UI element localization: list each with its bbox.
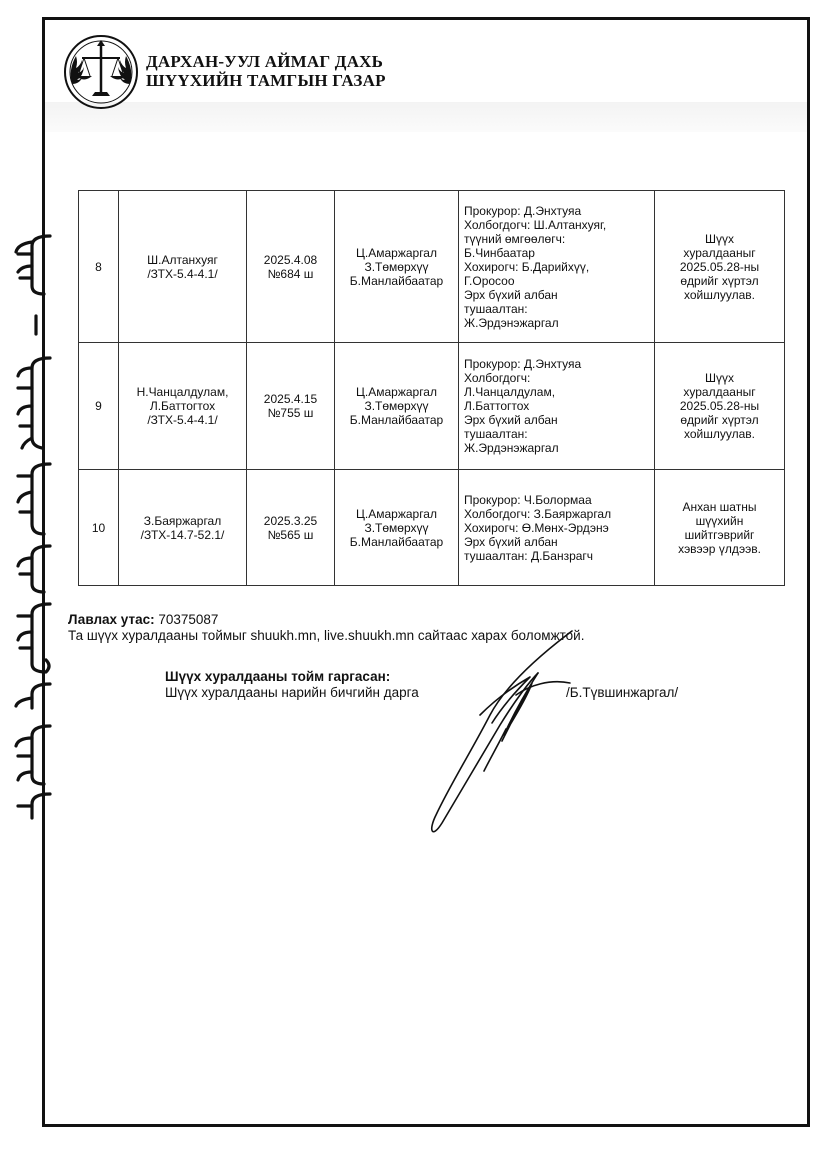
scan-shade-band: [45, 102, 807, 132]
judges-cell: Ц.Амаржаргал З.Төмөрхүү Б.Манлайбаатар: [335, 191, 459, 343]
case-number: 10: [79, 470, 119, 586]
org-name-line-2: ШҮҮХИЙН ТАМГЫН ГАЗАР: [146, 71, 386, 90]
received-date-cell: 2025.4.15 №755 ш: [247, 343, 335, 470]
participants-cell: Прокурор: Д.Энхтуяа Холбогдогч: Л.Чанцалдулам, Л.Баттогтох Эрх бүхий албан тушаалтан: Ж.Эрдэнэжаргал: [459, 343, 655, 470]
mongolian-script-vertical-text: [6, 228, 64, 823]
received-date-cell: 2025.3.25 №565 ш: [247, 470, 335, 586]
defendant-cell: З.Баяржаргал /ЗТХ-14.7-52.1/: [119, 470, 247, 586]
result-cell: Анхан шатны шүүхийн шийтгэврийг хэвээр үлдээв.: [655, 470, 785, 586]
phone-label: Лавлах утас:: [68, 612, 155, 627]
table-row: [79, 470, 785, 586]
website-note: Та шүүх хуралдааны тоймыг shuukh.mn, live.shuukh.mn сайтаас харах боломжтой.: [68, 628, 585, 643]
org-name-line-1: ДАРХАН-УУЛ АЙМАГ ДАХЬ: [146, 52, 384, 71]
handwritten-signature: [420, 625, 580, 840]
court-case-table: [78, 190, 785, 586]
result-cell: Шүүх хуралдааныг 2025.05.28-ны өдрийг хүртэл хойшлуулав.: [655, 343, 785, 470]
case-number: 8: [79, 191, 119, 343]
table-row: [79, 191, 785, 343]
compiler-title: Шүүх хуралдааны тойм гаргасан:: [165, 669, 391, 684]
organization-name: [146, 52, 386, 90]
defendant-cell: Ш.Алтанхуяг /ЗТХ-5.4-4.1/: [119, 191, 247, 343]
result-cell: Шүүх хуралдааныг 2025.05.28-ны өдрийг хүртэл хойшлуулав.: [655, 191, 785, 343]
defendant-cell: Н.Чанцалдулам, Л.Баттогтох /ЗТХ-5.4-4.1/: [119, 343, 247, 470]
judges-cell: Ц.Амаржаргал З.Төмөрхүү Б.Манлайбаатар: [335, 470, 459, 586]
judges-cell: Ц.Амаржаргал З.Төмөрхүү Б.Манлайбаатар: [335, 343, 459, 470]
received-date-cell: 2025.4.08 №684 ш: [247, 191, 335, 343]
compiler-block: [165, 669, 419, 701]
compiler-position: Шүүх хуралдааны нарийн бичгийн дарга: [165, 685, 419, 700]
participants-cell: Прокурор: Д.Энхтуяа Холбогдогч: Ш.Алтанхуяг, түүний өмгөөлөгч: Б.Чинбаатар Хохирогч: Б.Дарийхүү, Г.Оросоо Эрх бүхий албан тушаалтан: Ж.Эрдэнэжаргал: [459, 191, 655, 343]
compiler-name: /Б.Түвшинжаргал/: [566, 685, 679, 700]
phone-number: 70375087: [158, 612, 219, 627]
scales-of-justice-emblem-icon: [62, 34, 140, 110]
participants-cell: Прокурор: Ч.Болормаа Холбогдогч: З.Баяржаргал Хохирогч: Ө.Мөнх-Эрдэнэ Эрх бүхий албан тушаалтан: Д.Банзрагч: [459, 470, 655, 586]
case-number: 9: [79, 343, 119, 470]
table-row: [79, 343, 785, 470]
